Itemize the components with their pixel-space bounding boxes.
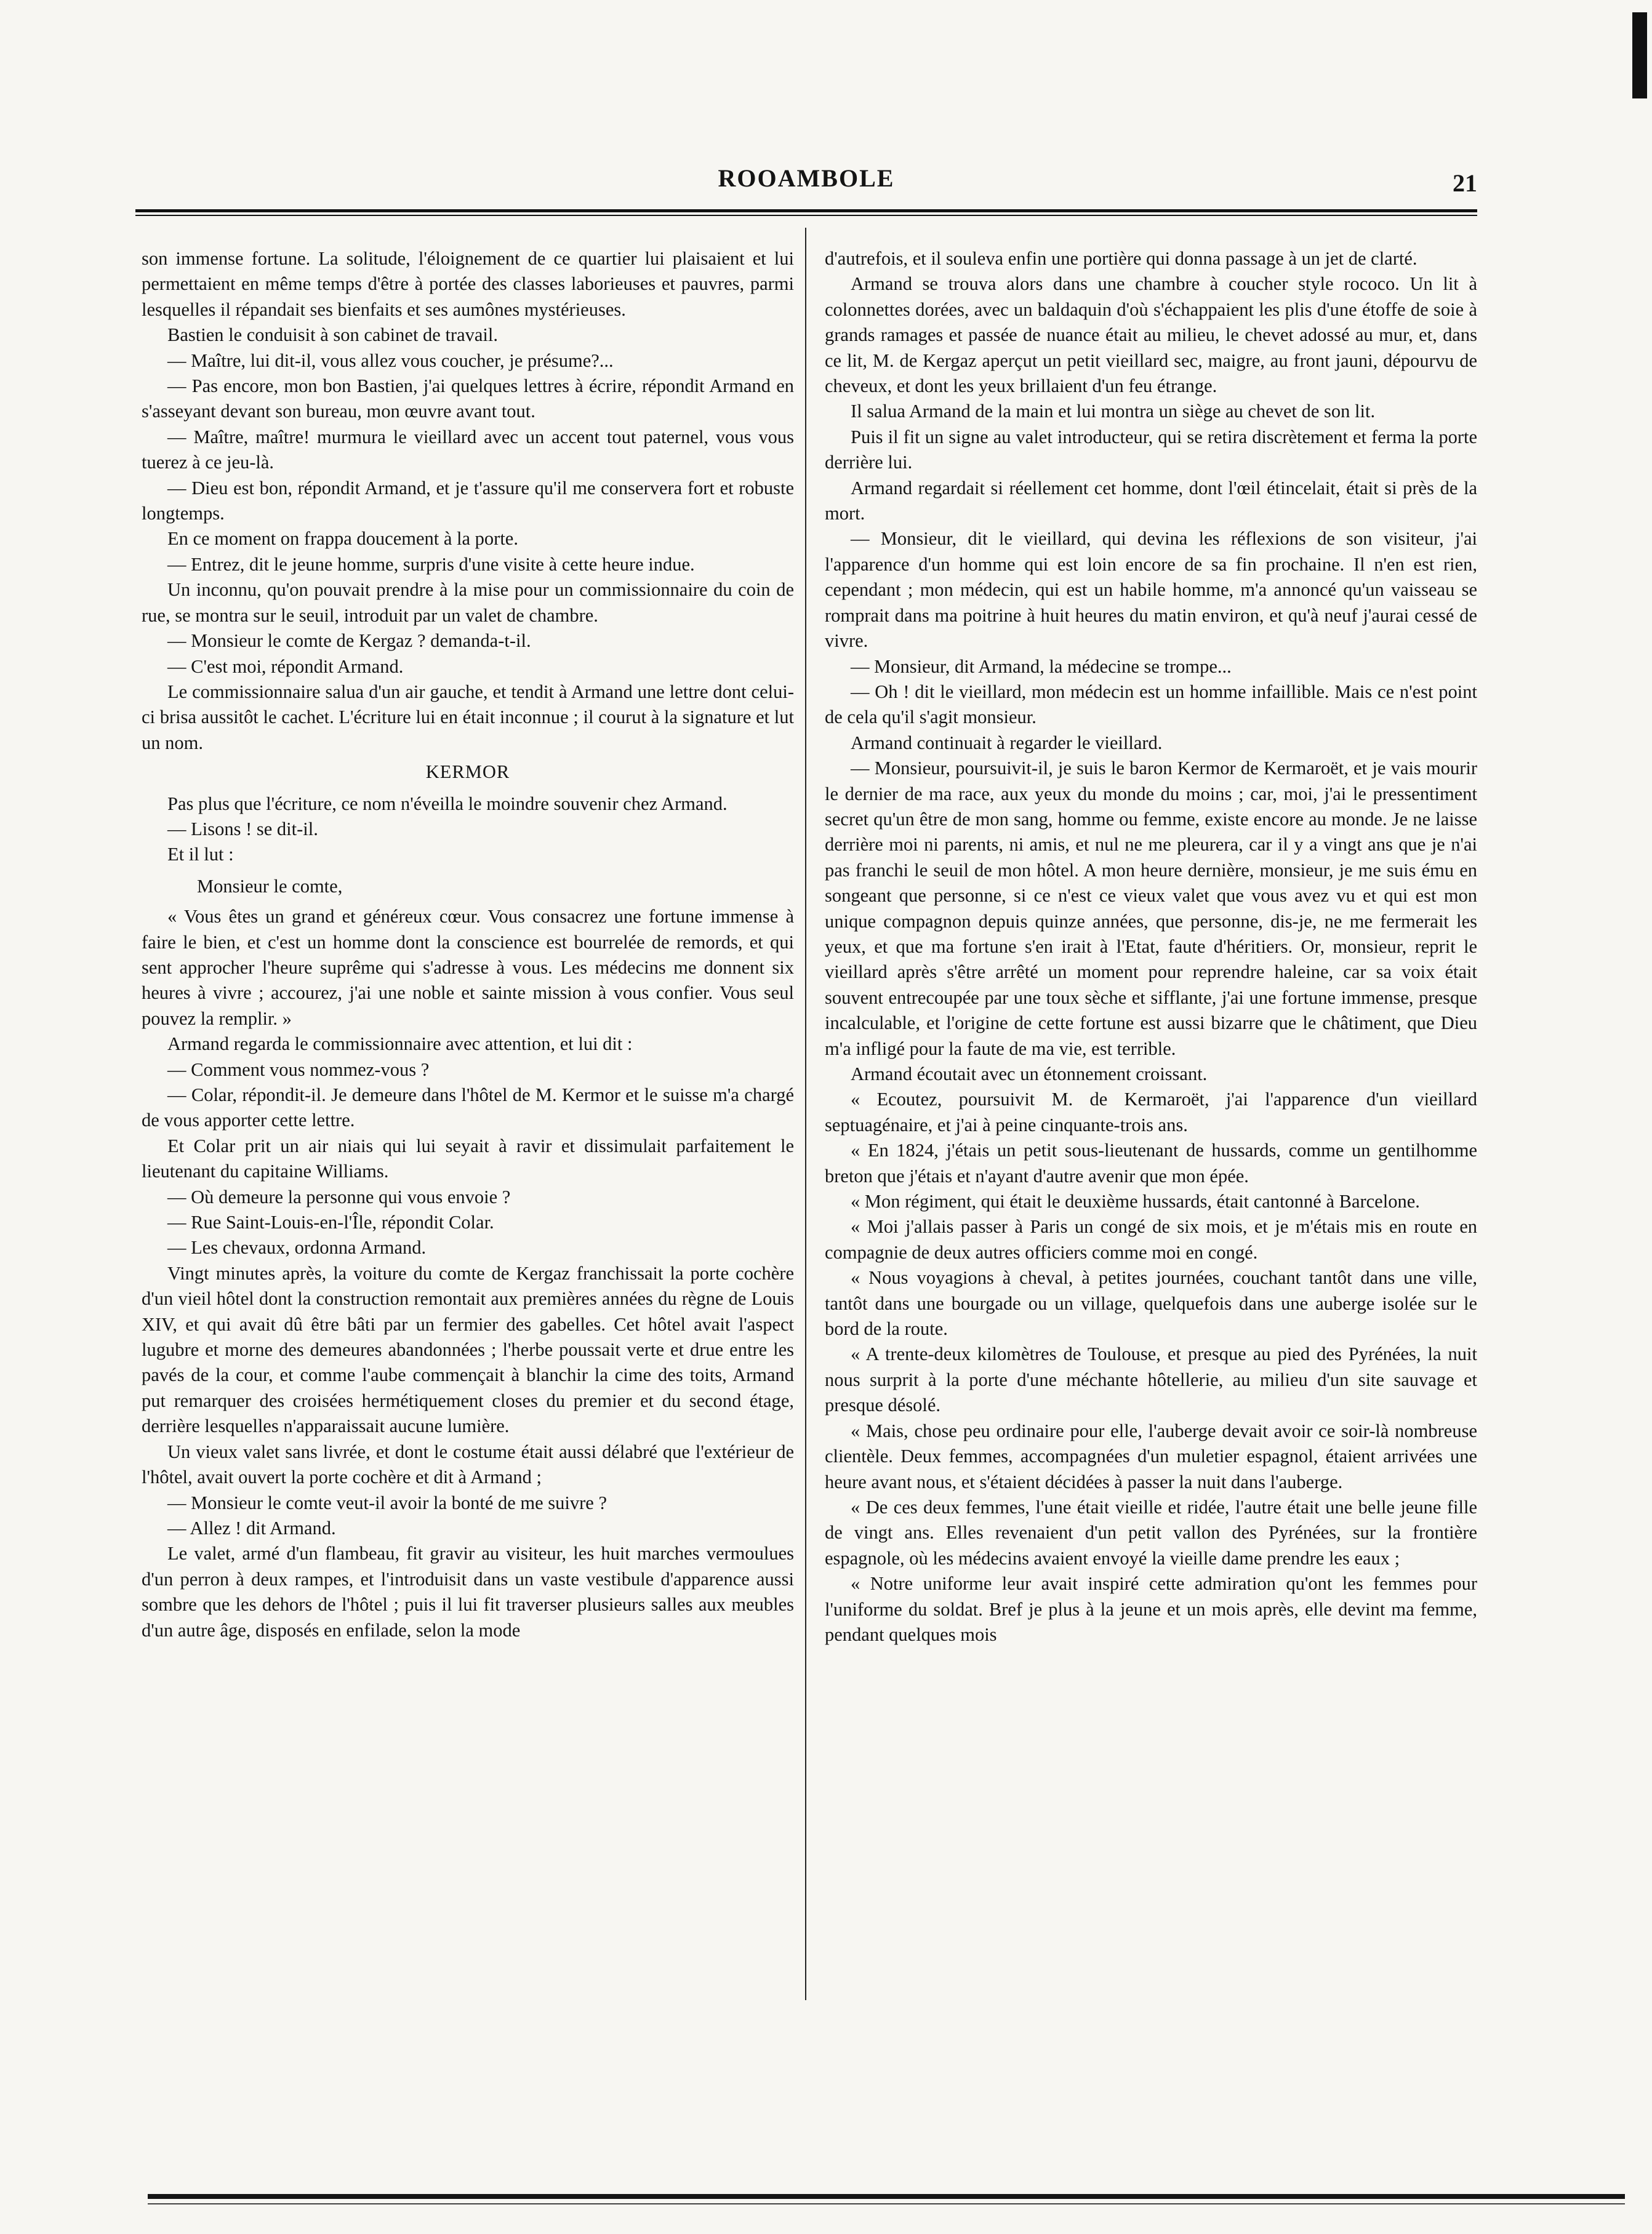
paragraph: Un inconnu, qu'on pouvait prendre à la mise pour un commissionnaire du coin de rue, se montra sur le seuil, introduit par un valet de chambre. [142,579,794,626]
paragraph: « Nous voyagions à cheval, à petites journées, couchant tantôt dans une ville, tantôt dans une bourgade ou un village, quelquefois dans une auberge isolée sur le bord de la route. [825,1267,1477,1340]
footer-rule [148,2194,1625,2199]
paragraph: En ce moment on frappa doucement à la porte. [167,528,518,550]
paragraph: Armand regardait si réellement cet homme, dont l'œil étincelait, était si près de la mort. [825,477,1477,524]
footer-rule-thin [148,2203,1625,2204]
paragraph: — Maître, maître! murmura le vieillard avec un accent tout paternel, vous vous tuerez à ce jeu-là. [142,426,794,473]
paragraph: — Allez ! dit Armand. [167,1517,336,1539]
paragraph: « Moi j'allais passer à Paris un congé de six mois, et je m'étais mis en route en compagnie de deux autres officiers comme moi en congé. [825,1216,1477,1263]
paragraph: — Colar, répondit-il. Je demeure dans l'hôtel de M. Kermor et le suisse m'a chargé de vous apporter cette lettre. [142,1084,794,1131]
paragraph: Un vieux valet sans livrée, et dont le costume était aussi délabré que l'extérieur de l'hôtel, avait ouvert la porte cochère et dit à Armand ; [142,1441,794,1488]
signature-heading: KERMOR [425,761,510,783]
paragraph: son immense fortune. La solitude, l'éloignement de ce quartier lui plaisaient et lui permettaient en même temps d'être à portée des classes laborieuses et pauvres, parmi lesquelles il répandait ses bienfaits et ses aumônes mystérieuses. [142,248,794,320]
paragraph: — C'est moi, répondit Armand. [167,655,404,677]
paragraph: — Monsieur, dit Armand, la médecine se trompe... [851,655,1232,677]
paragraph: — Maître, lui dit-il, vous allez vous coucher, je présume?... [167,350,614,371]
paragraph: d'autrefois, et il souleva enfin une portière qui donna passage à un jet de clarté. [825,248,1417,269]
paragraph: Le commissionnaire salua d'un air gauche, et tendit à Armand une lettre dont celui-ci brisa aussitôt le cachet. L'écriture lui en était inconnue ; il courut à la signature et lut un nom. [142,681,794,753]
page-number: 21 [1453,169,1477,197]
paragraph: — Rue Saint-Louis-en-l'Île, répondit Colar. [167,1212,494,1233]
paragraph: Armand se trouva alors dans une chambre à coucher style rococo. Un lit à colonnettes dorées, avec un baldaquin d'où s'échappaient les plis d'une étoffe de soie à grands ramages et passée de nuance était au milieu, le chevet adossé au mur, et, dans ce lit, M. de Kergaz aperçut un petit vieillard sec, maigre, au front jauni, dépourvu de cheveux, et dont les yeux brillaient d'un feu étrange. [825,273,1477,397]
paragraph: « De ces deux femmes, l'une était vieille et ridée, l'autre était une belle jeune fille de vingt ans. Elles revenaient d'un petit vallon des Pyrénées, sur la frontière espagnole, où les médecins avaient envoyé la vieille dame prendre les eaux ; [825,1496,1477,1569]
paragraph: — Où demeure la personne qui vous envoie ? [167,1186,511,1207]
paragraph: Le valet, armé d'un flambeau, fit gravir au visiteur, les huit marches vermoulues d'un perron à deux rampes, et l'introduisit dans un vaste vestibule d'apparence aussi sombre que les dehors de l'hôtel ; puis il lui fit traverser plusieurs salles aux meubles d'un autre âge, disposés en enfilade, selon la mode [142,1543,794,1641]
paragraph: « Mon régiment, qui était le deuxième hussards, était cantonné à Barcelone. [851,1191,1420,1212]
paragraph: Et il lut : [167,844,234,865]
paragraph: « Ecoutez, poursuivit M. de Kermaroët, j'ai l'apparence d'un vieillard septuagénaire, et j'ai à peine cinquante-trois ans. [825,1089,1477,1135]
running-title: ROOAMBOLE [718,164,895,192]
paragraph: « A trente-deux kilomètres de Toulouse, et presque au pied des Pyrénées, la nuit nous surprit à la porte d'une méchante hôtellerie, au milieu d'un site sauvage et presque désolé. [825,1343,1477,1416]
paragraph: Armand continuait à regarder le vieillard. [851,732,1163,753]
right-column [825,246,1477,1647]
paragraph: Vingt minutes après, la voiture du comte de Kergaz franchissait la porte cochère d'un vieil hôtel dont la construction remontait aux premières années du règne de Louis XIV, et qui avait dû être bâti par un fermier des gabelles. Cet hôtel avait l'aspect lugubre et morne des demeures abandonnées ; l'herbe poussait verte et drue entre les pavés de la cour, et comme l'aube commençait à blanchir la cime des toits, Armand put remarquer des croisées hermétiquement closes du premier et du second étage, derrière lesquelles n'apparaissait aucune lumière. [142,1262,794,1437]
page-edge-mark [1632,12,1647,98]
paragraph: — Dieu est bon, répondit Armand, et je t'assure qu'il me conservera fort et robuste longtemps. [142,477,794,524]
letter-body: « Vous êtes un grand et généreux cœur. Vous consacrez une fortune immense à faire le bien, et c'est un homme dont la conscience est bourrelée de remords, et qui sent approcher l'heure suprême qui s'adresse à vous. Les médecins me donnent six heures à vivre ; accourez, j'ai une noble et sainte mission à vous confier. Vous seul pouvez la remplir. » [142,906,794,1029]
letter-salutation: Monsieur le comte, [197,875,343,897]
paragraph: « Notre uniforme leur avait inspiré cette admiration qu'ont les femmes pour l'uniforme du soldat. Bref je plus à la jeune et un mois après, elle devint ma femme, pendant quelques mois [825,1573,1477,1645]
paragraph: — Oh ! dit le vieillard, mon médecin est un homme infaillible. Mais ce n'est point de cela qu'il s'agit monsieur. [825,681,1477,728]
paragraph: Et Colar prit un air niais qui lui seyait à ravir et dissimulait parfaitement le lieutenant du capitaine Williams. [142,1135,794,1182]
paragraph: Puis il fit un signe au valet introducteur, qui se retira discrètement et ferma la porte derrière lui. [825,426,1477,473]
paragraph: — Monsieur, dit le vieillard, qui devina les réflexions de son visiteur, j'ai l'apparence d'un homme qui est loin encore de sa fin prochaine. Il n'en est rien, cependant ; mon médecin, qui est un habile homme, m'a annoncé qu'un vaisseau se romprait dans ma poitrine à huit heures du matin environ, et qu'à neuf j'aurai cessé de vivre. [825,528,1477,652]
paragraph: Armand regarda le commissionnaire avec attention, et lui dit : [167,1033,633,1055]
paragraph: — Monsieur, poursuivit-il, je suis le baron Kermor de Kermaroët, et je vais mourir le dernier de ma race, aux yeux du monde du moins ; car, moi, j'ai le pressentiment secret qu'un être de mon sang, homme ou femme, existe encore au monde. Je ne laisse derrière moi ni parents, ni amis, et nul ne me pleurera, car il y a vingt ans que je n'ai pas franchi le seuil de mon hôtel. A mon heure dernière, monsieur, je me suis ému en songeant que personne, si ce n'est ce vieux valet que vous avez vu et qui est mon unique compagnon depuis quinze années, que personne, dis-je, ne me fermerait les yeux, et que ma fortune s'en irait à l'Etat, faute d'héritiers. Or, monsieur, reprit le vieillard après s'être arrêté un moment pour reprendre haleine, car sa voix était souvent entrecoupée par une toux sèche et sifflante, j'ai une fortune immense, presque incalculable, et l'origine de cette fortune est aussi bizarre que le châtiment, que Dieu m'a infligé pour la faute de ma vie, est terrible. [825,758,1477,1059]
paragraph: « Mais, chose peu ordinaire pour elle, l'auberge devait avoir ce soir-là nombreuse clientèle. Deux femmes, accompagnées d'un muletier espagnol, étaient arrivées une heure avant nous, et s'étaient décidées à passer la nuit dans l'auberge. [825,1420,1477,1492]
paragraph: — Monsieur le comte de Kergaz ? demanda-t-il. [167,630,531,652]
paragraph: Bastien le conduisit à son cabinet de travail. [167,324,498,346]
paragraph: Armand écoutait avec un étonnement croissant. [851,1063,1208,1084]
running-header [135,153,1477,202]
column-divider [805,228,806,2000]
paragraph: — Comment vous nommez-vous ? [167,1059,430,1080]
paragraph: — Pas encore, mon bon Bastien, j'ai quelques lettres à écrire, répondit Armand en s'asseyant devant son bureau, mon œuvre avant tout. [142,375,794,422]
paragraph: Il salua Armand de la main et lui montra un siège au chevet de son lit. [851,401,1376,422]
left-column [142,246,794,1643]
paragraph: — Lisons ! se dit-il. [167,818,318,839]
paragraph: — Entrez, dit le jeune homme, surpris d'une visite à cette heure indue. [167,553,695,575]
header-rule [135,209,1477,216]
paragraph: Pas plus que l'écriture, ce nom n'éveilla le moindre souvenir chez Armand. [167,793,728,814]
paragraph: « En 1824, j'étais un petit sous-lieutenant de hussards, comme un gentilhomme breton que j'étais et n'ayant d'autre avenir que mon épée. [825,1140,1477,1187]
paragraph: — Les chevaux, ordonna Armand. [167,1237,427,1259]
paragraph: — Monsieur le comte veut-il avoir la bonté de me suivre ? [167,1492,607,1513]
